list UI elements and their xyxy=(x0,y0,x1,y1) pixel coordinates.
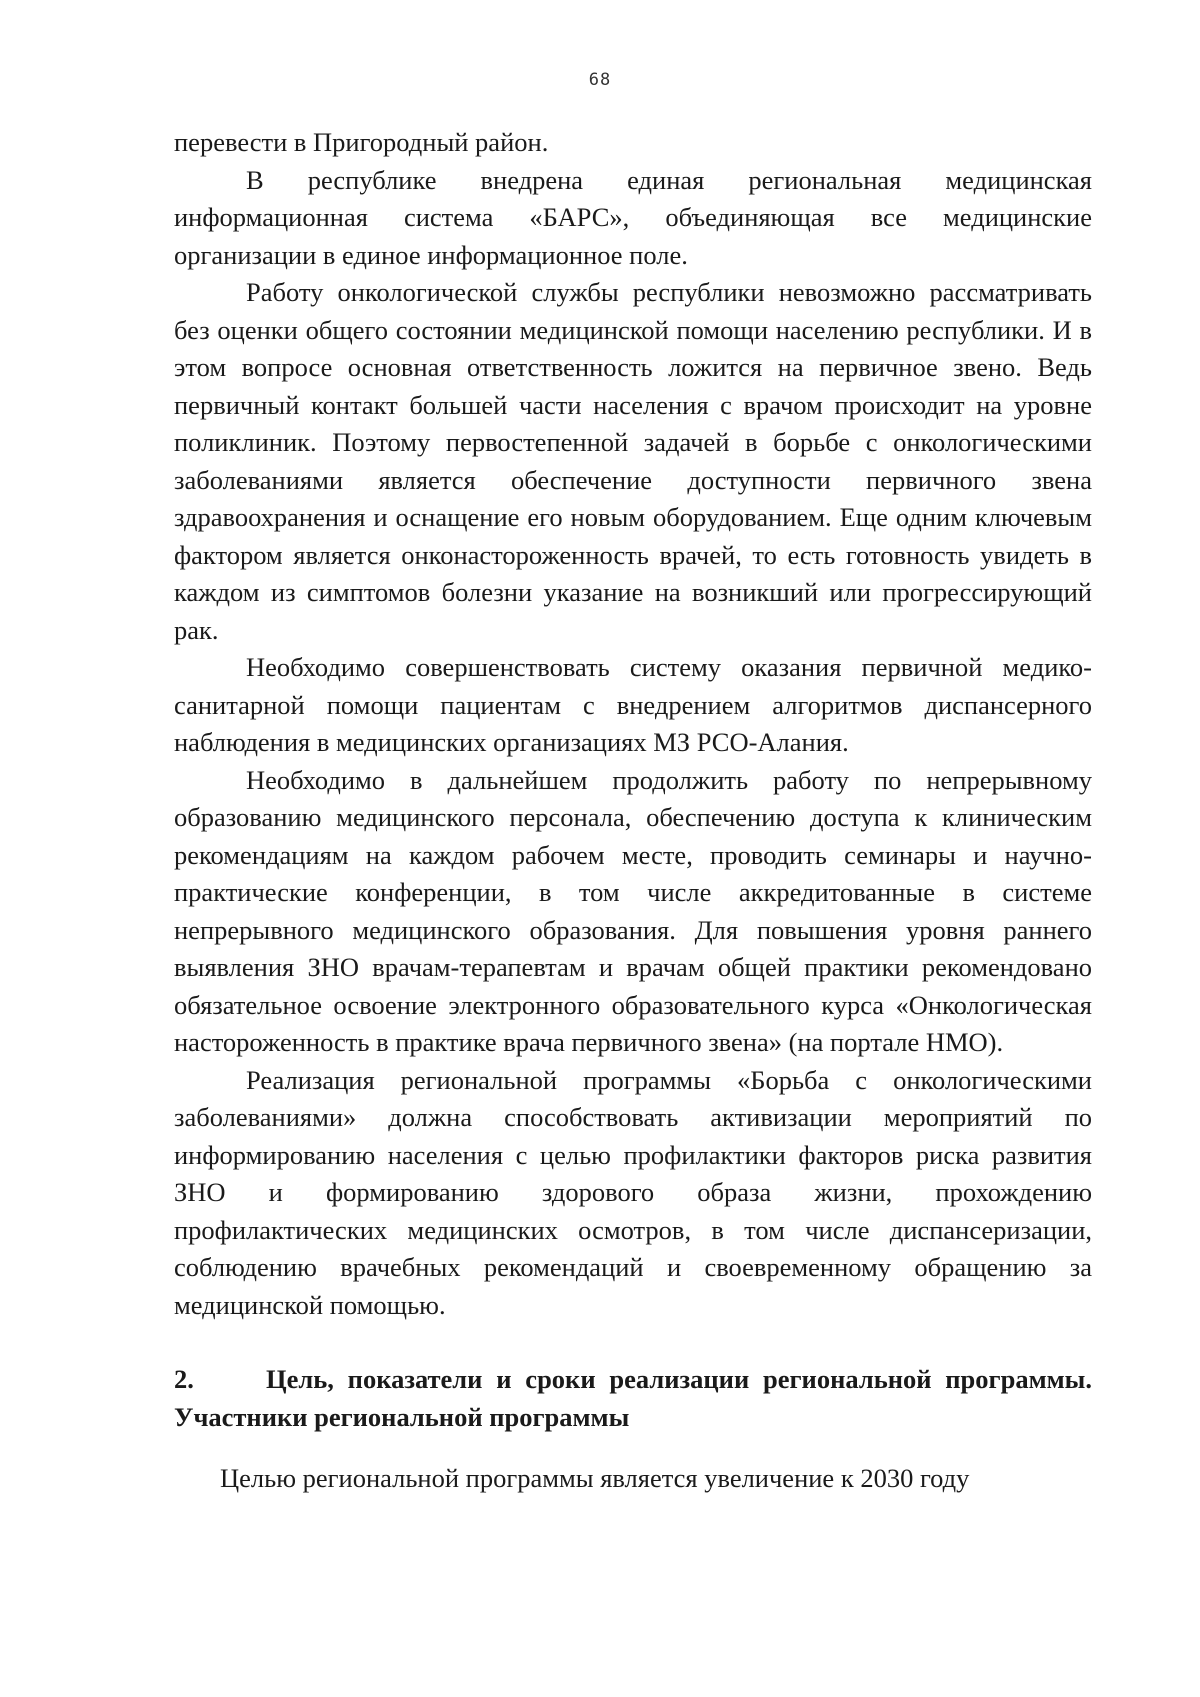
paragraph-continuation: перевести в Пригородный район. xyxy=(174,127,549,157)
paragraph-oncology-service: Работу онкологической службы республики невозможно рассматривать без оценки общего состоянии медицинской помощи населению республики. И в этом вопросе основная ответственность ложится на первичное звено. Ведь первичный контакт большей части населения с врачом происходит на уровне поликлиник. Поэтому первостепенной задачей в борьбе с онкологическими заболеваниями является обеспечение доступности первичного звена здравоохранения и оснащение его новым оборудованием. Еще одним ключевым фактором является онконастороженность врачей, то есть готовность увидеть в каждом из симптомов болезни указание на возникший или прогрессирующий рак. xyxy=(174,277,1092,645)
paragraph-program-implementation: Реализация региональной программы «Борьба с онкологическими заболеваниями» должна способствовать активизации мероприятий по информированию населения с целью профилактики факторов риска развития ЗНО и формированию здорового образа жизни, прохождению профилактических медицинских осмотров, в том числе диспансеризации, соблюдению врачебных рекомендаций и своевременному обращению за медицинской помощью. xyxy=(174,1064,1092,1320)
paragraph-education: Необходимо в дальнейшем продолжить работу по непрерывному образованию медицинского персонала, обеспечению доступа к клиническим рекомендациям на каждом рабочем месте, проводить семинары и научно-практические конференции, в том числе аккредитованные в системе непрерывного медицинского образования. Для повышения уровня раннего выявления ЗНО врачам-терапевтам и врачам общей практики рекомендовано обязательное освоение электронного образовательного курса «Онкологическая настороженность в практике врача первичного звена» (на портале НМО). xyxy=(174,764,1092,1057)
page-number: 68 xyxy=(588,70,612,90)
section-title: Цель, показатели и сроки реализации региональной программы. Участники региональной программы xyxy=(174,1364,1092,1432)
paragraph-goal: Целью региональной программы является увеличение к 2030 году xyxy=(220,1463,970,1493)
paragraph-bars-system: В республике внедрена единая региональная медицинская информационная система «БАРС», объединяющая все медицинские организации в единое информационное поле. xyxy=(174,164,1092,270)
document-body xyxy=(174,124,1092,1498)
section-heading xyxy=(174,1361,1092,1436)
section-number: 2. xyxy=(174,1364,194,1394)
paragraph-primary-care: Необходимо совершенствовать систему оказания первичной медико-санитарной помощи пациентам с внедрением алгоритмов диспансерного наблюдения в медицинских организациях МЗ РСО-Алания. xyxy=(174,652,1092,757)
